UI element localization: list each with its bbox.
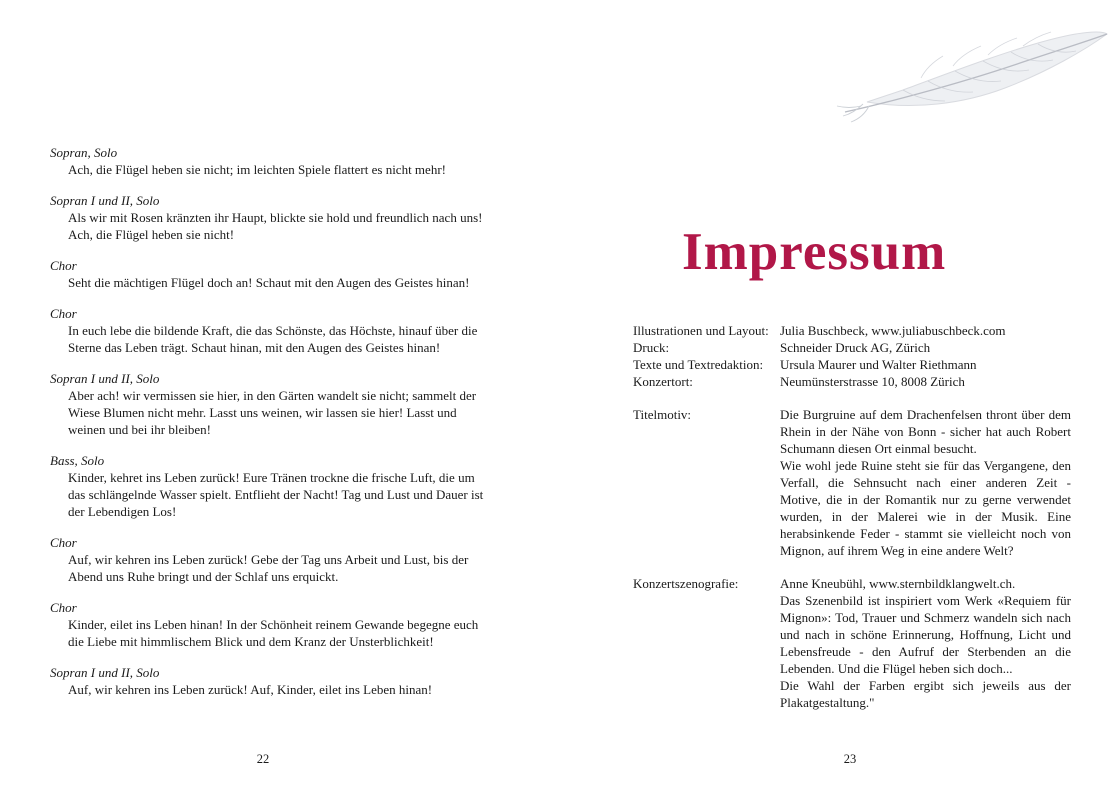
lyrics-line: Aber ach! wir vermissen sie hier, in den Gärten wandelt sie nicht; sammelt der	[68, 388, 477, 403]
lyrics-block	[50, 664, 550, 698]
voice-heading: Chor	[50, 258, 77, 273]
lyrics-line: die Liebe mit himmlischem Blick und dem Kranz der Unsterblichkeit!	[68, 634, 434, 649]
lyrics-block	[50, 534, 550, 585]
voice-heading: Chor	[50, 306, 77, 321]
lyrics-line: weinen und bei ihr bleiben!	[68, 422, 211, 437]
lyrics-line: der Lebendigen Los!	[68, 504, 177, 519]
paragraph: Anne Kneubühl, www.sternbildklangwelt.ch.	[780, 576, 1016, 591]
section-text	[780, 575, 1071, 711]
lyrics-line: Abend uns Ruhe bringt und der Schlaf uns erquickt.	[68, 569, 339, 584]
lyrics-block	[50, 257, 550, 291]
paragraph: Das Szenenbild ist inspiriert vom Werk «Requiem für Mignon»: Tod, Trauer und Schmerz wandeln sich nach und nach in schöne Erinnerung, Hoffnung, Licht und Lebensfreude - den Aufruf der Sterbenden an die Lebenden. Und die Flügel heben sich doch...	[780, 593, 1071, 676]
lyrics-block	[50, 452, 550, 520]
paragraph: Wie wohl jede Ruine steht sie für das Vergangene, den Verfall, die Sehnsucht nach einer anderen Zeit - Motive, die in der Romantik nur zu gerne verwendet wurden, in der Malerei wie in der Musik. Eine herabsinkende Feder - stammt sie vielleicht noch von Mignon, auf ihrem Weg in eine andere Welt?	[780, 458, 1071, 558]
section-label: Konzertszenografie:	[633, 576, 739, 591]
section-titelmotiv	[633, 406, 1071, 559]
credit-value: Schneider Druck AG, Zürich	[780, 340, 931, 355]
lyrics-line: Auf, wir kehren ins Leben zurück! Gebe der Tag uns Arbeit und Lust, bis der	[68, 552, 469, 567]
lyrics-block	[50, 599, 550, 650]
lyrics-line: Kinder, kehret ins Leben zurück! Eure Tränen trockne die frische Luft, die um	[68, 470, 475, 485]
lyrics-line: Ach, die Flügel heben sie nicht!	[68, 227, 235, 242]
feather-illustration	[833, 22, 1115, 124]
lyrics-block	[50, 370, 550, 438]
page-title-impressum: Impressum	[682, 223, 947, 281]
lyrics-line: Kinder, eilet ins Leben hinan! In der Schönheit reinem Gewande begegne euch	[68, 617, 479, 632]
lyrics-block	[50, 305, 550, 356]
lyrics-line: Seht die mächtigen Flügel doch an! Schaut mit den Augen des Geistes hinan!	[68, 275, 470, 290]
lyrics-line: In euch lebe die bildende Kraft, die das Schönste, das Höchste, hinauf über die	[68, 323, 478, 338]
page-number-right: 23	[843, 752, 857, 766]
voice-heading: Chor	[50, 535, 77, 550]
voice-heading: Chor	[50, 600, 77, 615]
voice-heading: Sopran I und II, Solo	[50, 371, 160, 386]
credit-value: Neumünsterstrasse 10, 8008 Zürich	[780, 374, 965, 389]
page-left-lyrics	[50, 144, 550, 698]
voice-heading: Sopran, Solo	[50, 145, 118, 160]
paragraph: Die Burgruine auf dem Drachenfelsen thront über dem Rhein in der Nähe von Bonn - sicher hat auch Robert Schumann diesen Ort einmal besucht.	[780, 407, 1071, 456]
lyrics-line: Auf, wir kehren ins Leben zurück! Auf, Kinder, eilet ins Leben hinan!	[68, 682, 433, 697]
credits-list	[633, 322, 1071, 390]
lyrics-line: Als wir mit Rosen kränzten ihr Haupt, blickte sie hold und freundlich nach uns!	[68, 210, 483, 225]
lyrics-line: das schlängelnde Wasser spielt. Entflieht der Nacht! Tag und Lust und Dauer ist	[68, 487, 484, 502]
section-label: Titelmotiv:	[633, 407, 692, 422]
credit-label: Illustrationen und Layout:	[633, 323, 769, 338]
credit-label: Druck:	[633, 340, 670, 355]
voice-heading: Sopran I und II, Solo	[50, 193, 160, 208]
voice-heading: Sopran I und II, Solo	[50, 665, 160, 680]
section-text	[780, 406, 1071, 559]
lyrics-line: Ach, die Flügel heben sie nicht; im leichten Spiele flattert es nicht mehr!	[68, 162, 446, 177]
page-number-left: 22	[256, 752, 270, 766]
lyrics-block	[50, 144, 550, 178]
paragraph: Die Wahl der Farben ergibt sich jeweils aus der Plakatgestaltung."	[780, 678, 1071, 710]
lyrics-block	[50, 192, 550, 243]
section-konzertszenografie	[633, 575, 1071, 711]
credit-value: Ursula Maurer und Walter Riethmann	[780, 357, 977, 372]
credit-label: Texte und Textredaktion:	[633, 357, 764, 372]
credit-value: Julia Buschbeck, www.juliabuschbeck.com	[780, 323, 1006, 338]
lyrics-line: Wiese Blumen nicht mehr. Lasst uns weinen, wir lassen sie hier! Lasst und	[68, 405, 457, 420]
lyrics-line: Sterne das Leben trägt. Schaut hinan, mit den Augen des Geistes hinan!	[68, 340, 441, 355]
voice-heading: Bass, Solo	[50, 453, 105, 468]
credit-label: Konzertort:	[633, 374, 693, 389]
